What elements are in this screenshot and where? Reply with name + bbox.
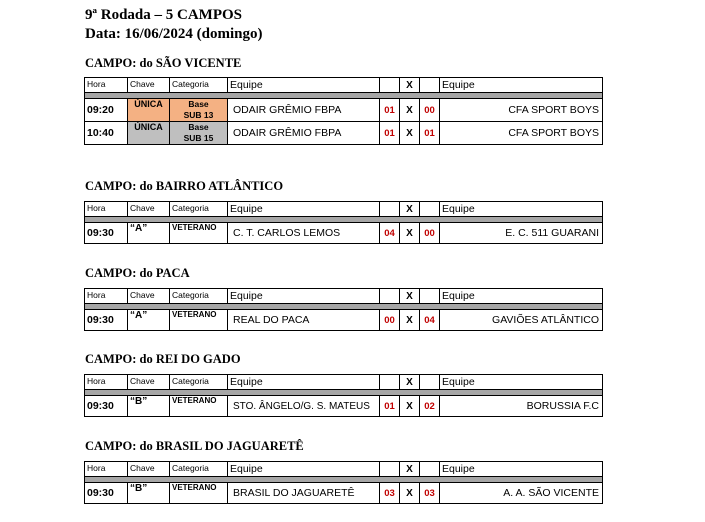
- table-row: [85, 122, 603, 145]
- campo-title-paca: CAMPO: do PACA: [85, 266, 190, 280]
- game-score1: 01: [380, 122, 400, 145]
- game-score2: 04: [420, 310, 440, 331]
- match-date: Data: 16/06/2024 (domingo): [85, 26, 263, 42]
- header-score1: [380, 78, 400, 93]
- table-row: [85, 396, 603, 417]
- header-equipe: Equipe: [228, 462, 380, 477]
- game-chave: “B”: [128, 483, 170, 504]
- header-x: X: [400, 289, 420, 304]
- header-categoria: Categoria: [170, 78, 228, 93]
- game-x: X: [400, 122, 420, 145]
- game-hora: 09:30: [85, 483, 128, 504]
- schedule-table-paca: [84, 288, 603, 331]
- game-score1: 01: [380, 396, 400, 417]
- game-categoria: VETERANO: [170, 310, 228, 331]
- categoria-line2: SUB 13: [183, 110, 214, 120]
- header-score1: [380, 375, 400, 390]
- game-x: X: [400, 310, 420, 331]
- table-row: [85, 483, 603, 504]
- game-team1: ODAIR GRÊMIO FBPA: [228, 122, 380, 145]
- game-categoria: VETERANO: [170, 396, 228, 417]
- game-hora: 09:30: [85, 310, 128, 331]
- round-title: 9ª Rodada – 5 CAMPOS: [85, 7, 243, 23]
- game-chave: “A”: [128, 310, 170, 331]
- schedule-table-sao-vicente: [84, 77, 603, 145]
- game-chave: ÚNICA: [128, 122, 170, 145]
- game-categoria: VETERANO: [170, 483, 228, 504]
- game-score2: 00: [420, 99, 440, 122]
- header-x: X: [400, 202, 420, 217]
- header-score2: [420, 462, 440, 477]
- header-hora: Hora: [85, 375, 128, 390]
- game-x: X: [400, 223, 420, 244]
- header-equipe: Equipe: [228, 202, 380, 217]
- game-score2: 01: [420, 122, 440, 145]
- header-categoria: Categoria: [170, 289, 228, 304]
- header-x: X: [400, 78, 420, 93]
- header-x: X: [400, 462, 420, 477]
- header-equipe: Equipe: [228, 375, 380, 390]
- header-score1: [380, 462, 400, 477]
- header-hora: Hora: [85, 78, 128, 93]
- game-score1: 01: [380, 99, 400, 122]
- table-row: [85, 310, 603, 331]
- header-hora: Hora: [85, 462, 128, 477]
- header-score2: [420, 289, 440, 304]
- game-team1: REAL DO PACA: [228, 310, 380, 331]
- header-hora: Hora: [85, 289, 128, 304]
- game-score2: 00: [420, 223, 440, 244]
- game-team1: ODAIR GRÊMIO FBPA: [228, 99, 380, 122]
- header-categoria: Categoria: [170, 375, 228, 390]
- game-team1: C. T. CARLOS LEMOS: [228, 223, 380, 244]
- game-x: X: [400, 396, 420, 417]
- game-hora: 09:20: [85, 99, 128, 122]
- game-team2: BORUSSIA F.C: [440, 396, 603, 417]
- categoria-line1: Base: [188, 122, 209, 132]
- header-equipe-2: Equipe: [440, 375, 603, 390]
- game-team2: GAVIÕES ATLÂNTICO: [440, 310, 603, 331]
- campo-title-brasil-do-jaguarete: CAMPO: do BRASIL DO JAGUARETÊ: [85, 439, 304, 453]
- table-row: [85, 223, 603, 244]
- game-score1: 03: [380, 483, 400, 504]
- header-equipe-2: Equipe: [440, 78, 603, 93]
- game-score2: 03: [420, 483, 440, 504]
- header-chave: Chave: [128, 202, 170, 217]
- header-chave: Chave: [128, 289, 170, 304]
- game-x: X: [400, 99, 420, 122]
- schedule-table-rei-do-gado: [84, 374, 603, 417]
- schedule-table-bairro-atlantico: [84, 201, 603, 244]
- header-score2: [420, 202, 440, 217]
- game-team1: BRASIL DO JAGUARETÊ: [228, 483, 380, 504]
- game-score1: 04: [380, 223, 400, 244]
- header-equipe-2: Equipe: [440, 289, 603, 304]
- categoria-line2: SUB 15: [183, 133, 214, 143]
- header-score1: [380, 289, 400, 304]
- schedule-table-brasil-do-jaguarete: [84, 461, 603, 504]
- game-hora: 10:40: [85, 122, 128, 145]
- game-categoria: VETERANO: [170, 223, 228, 244]
- header-equipe: Equipe: [228, 289, 380, 304]
- game-categoria: [170, 122, 228, 145]
- header-equipe: Equipe: [228, 78, 380, 93]
- campo-title-rei-do-gado: CAMPO: do REI DO GADO: [85, 352, 241, 366]
- game-score2: 02: [420, 396, 440, 417]
- game-chave: “A”: [128, 223, 170, 244]
- header-score2: [420, 375, 440, 390]
- table-row: [85, 99, 603, 122]
- table-header-row: [85, 78, 603, 93]
- header-categoria: Categoria: [170, 202, 228, 217]
- campo-title-bairro-atlantico: CAMPO: do BAIRRO ATLÂNTICO: [85, 179, 284, 193]
- game-score1: 00: [380, 310, 400, 331]
- header-categoria: Categoria: [170, 462, 228, 477]
- game-team2: CFA SPORT BOYS: [440, 99, 603, 122]
- game-categoria: [170, 99, 228, 122]
- game-team2: CFA SPORT BOYS: [440, 122, 603, 145]
- game-hora: 09:30: [85, 396, 128, 417]
- header-chave: Chave: [128, 462, 170, 477]
- campo-title-sao-vicente: CAMPO: do SÃO VICENTE: [85, 56, 242, 70]
- table-header-row: [85, 462, 603, 477]
- header-score1: [380, 202, 400, 217]
- game-x: X: [400, 483, 420, 504]
- table-header-row: [85, 202, 603, 217]
- table-header-row: [85, 375, 603, 390]
- game-chave: “B”: [128, 396, 170, 417]
- game-team2: A. A. SÃO VICENTE: [440, 483, 603, 504]
- header-chave: Chave: [128, 78, 170, 93]
- header-x: X: [400, 375, 420, 390]
- header-score2: [420, 78, 440, 93]
- categoria-line1: Base: [188, 99, 209, 109]
- game-team2: E. C. 511 GUARANI: [440, 223, 603, 244]
- game-team1: STO. ÂNGELO/G. S. MATEUS: [228, 396, 380, 417]
- game-hora: 09:30: [85, 223, 128, 244]
- header-hora: Hora: [85, 202, 128, 217]
- header-equipe-2: Equipe: [440, 462, 603, 477]
- game-chave: ÚNICA: [128, 99, 170, 122]
- header-chave: Chave: [128, 375, 170, 390]
- table-header-row: [85, 289, 603, 304]
- header-equipe-2: Equipe: [440, 202, 603, 217]
